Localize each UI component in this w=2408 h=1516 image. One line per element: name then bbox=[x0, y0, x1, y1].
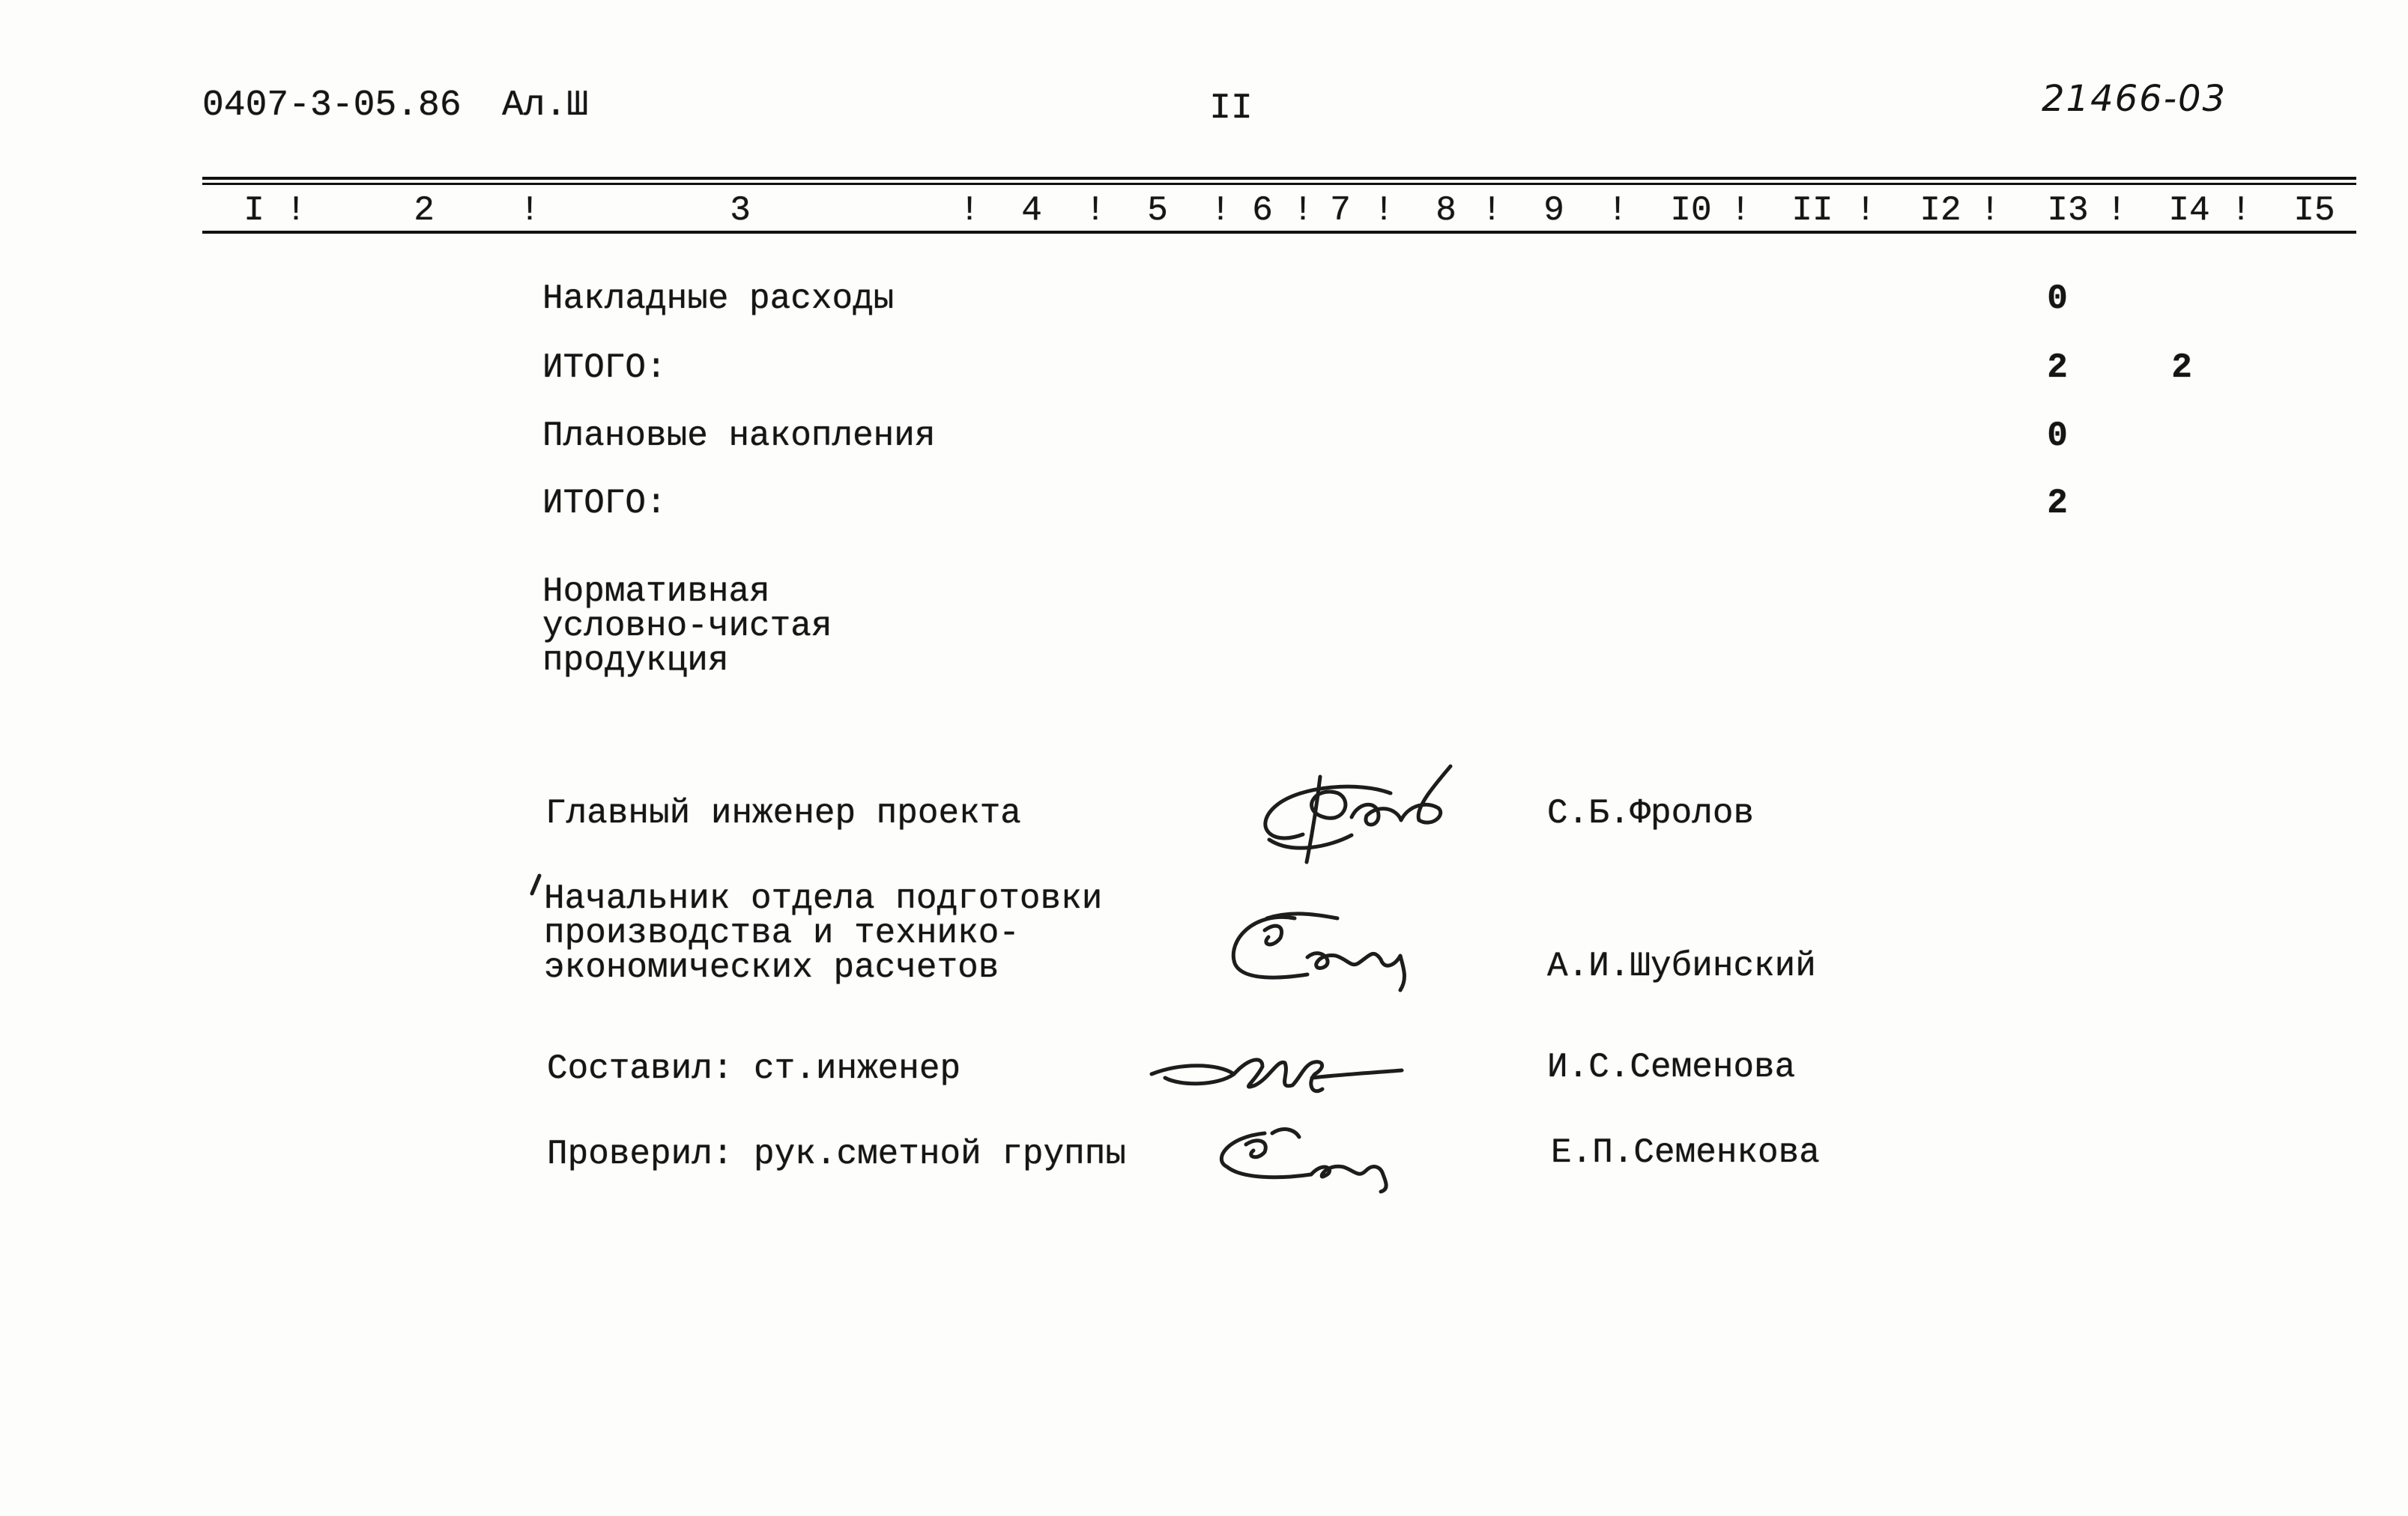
signer-role bbox=[544, 879, 1103, 987]
column-number: 8 bbox=[1436, 191, 1456, 230]
signer-role: Проверил: рук.сметной группы bbox=[547, 1135, 1126, 1174]
column-separator: ! bbox=[519, 191, 540, 230]
column-separator: ! bbox=[2230, 191, 2251, 230]
label-line: Нормативная bbox=[542, 572, 770, 611]
column-separator: ! bbox=[959, 191, 980, 230]
column-number: 2 bbox=[414, 191, 435, 230]
column-separator: ! bbox=[1292, 191, 1313, 230]
row-label-total: ИТОГО: bbox=[542, 348, 667, 387]
signer-role: Составил: ст.инженер bbox=[547, 1049, 961, 1088]
column-separator: ! bbox=[1607, 191, 1628, 230]
column-number: I0 bbox=[1670, 191, 1712, 230]
column-number: I5 bbox=[2293, 191, 2335, 230]
signer-name: И.С.Семенова bbox=[1547, 1048, 1796, 1087]
table-header-bottom-rule bbox=[202, 231, 2356, 234]
row-label-total: ИТОГО: bbox=[542, 484, 667, 523]
row-value-col13: 2 bbox=[2047, 348, 2068, 387]
row-label-overhead: Накладные расходы bbox=[542, 279, 895, 318]
column-number: 6 bbox=[1252, 191, 1273, 230]
column-separator: ! bbox=[285, 191, 306, 230]
role-line: Начальник отдела подготовки bbox=[544, 879, 1103, 918]
column-number: 7 bbox=[1330, 191, 1351, 230]
column-number: I bbox=[243, 191, 264, 230]
column-separator: ! bbox=[1210, 191, 1231, 230]
column-separator: ! bbox=[1855, 191, 1876, 230]
column-separator: ! bbox=[1085, 191, 1106, 230]
label-line: условно-чистая bbox=[542, 607, 832, 646]
table-top-rule-inner bbox=[202, 183, 2356, 185]
handwritten-code: 21466-03 bbox=[2042, 78, 2227, 120]
column-separator: ! bbox=[1979, 191, 2000, 230]
column-separator: ! bbox=[1481, 191, 1502, 230]
signature-compiled-by bbox=[1150, 1044, 1405, 1100]
role-line: экономических расчетов bbox=[544, 948, 999, 987]
column-separator: ! bbox=[1373, 191, 1394, 230]
signer-name: С.Б.Фролов bbox=[1547, 794, 1755, 833]
document-code: 0407-3-05.86 bbox=[202, 85, 462, 126]
column-number: I3 bbox=[2047, 191, 2089, 230]
label-line: продукция bbox=[542, 641, 729, 680]
signer-role: Главный инженер проекта bbox=[545, 794, 1021, 833]
signer-name: А.И.Шубинский bbox=[1547, 947, 1816, 986]
signature-department-head bbox=[1223, 903, 1418, 993]
signature-chief-engineer bbox=[1247, 763, 1456, 868]
signature-checked-by bbox=[1212, 1122, 1396, 1194]
row-value-col13: 2 bbox=[2047, 484, 2068, 523]
row-label-planned-savings: Плановые накопления bbox=[542, 416, 936, 455]
column-separator: ! bbox=[2106, 191, 2127, 230]
album-number: Ал.Ш bbox=[502, 85, 589, 126]
table-top-rule bbox=[202, 177, 2356, 180]
column-number: II bbox=[1791, 191, 1833, 230]
column-number: 4 bbox=[1021, 191, 1042, 230]
role-line: производства и технико- bbox=[544, 914, 1020, 953]
row-value-col13: 0 bbox=[2047, 416, 2068, 455]
column-number: 5 bbox=[1147, 191, 1168, 230]
column-number: 3 bbox=[730, 191, 751, 230]
row-value-col14: 2 bbox=[2171, 348, 2192, 387]
page-number: II bbox=[1209, 88, 1253, 129]
normative-product-label bbox=[542, 574, 832, 678]
signer-name: Е.П.Семенкова bbox=[1551, 1133, 1820, 1172]
column-separator: ! bbox=[1730, 191, 1751, 230]
row-value-col13: 0 bbox=[2047, 279, 2068, 318]
column-number: 9 bbox=[1543, 191, 1564, 230]
column-number: I2 bbox=[1920, 191, 1961, 230]
column-number: I4 bbox=[2168, 191, 2210, 230]
